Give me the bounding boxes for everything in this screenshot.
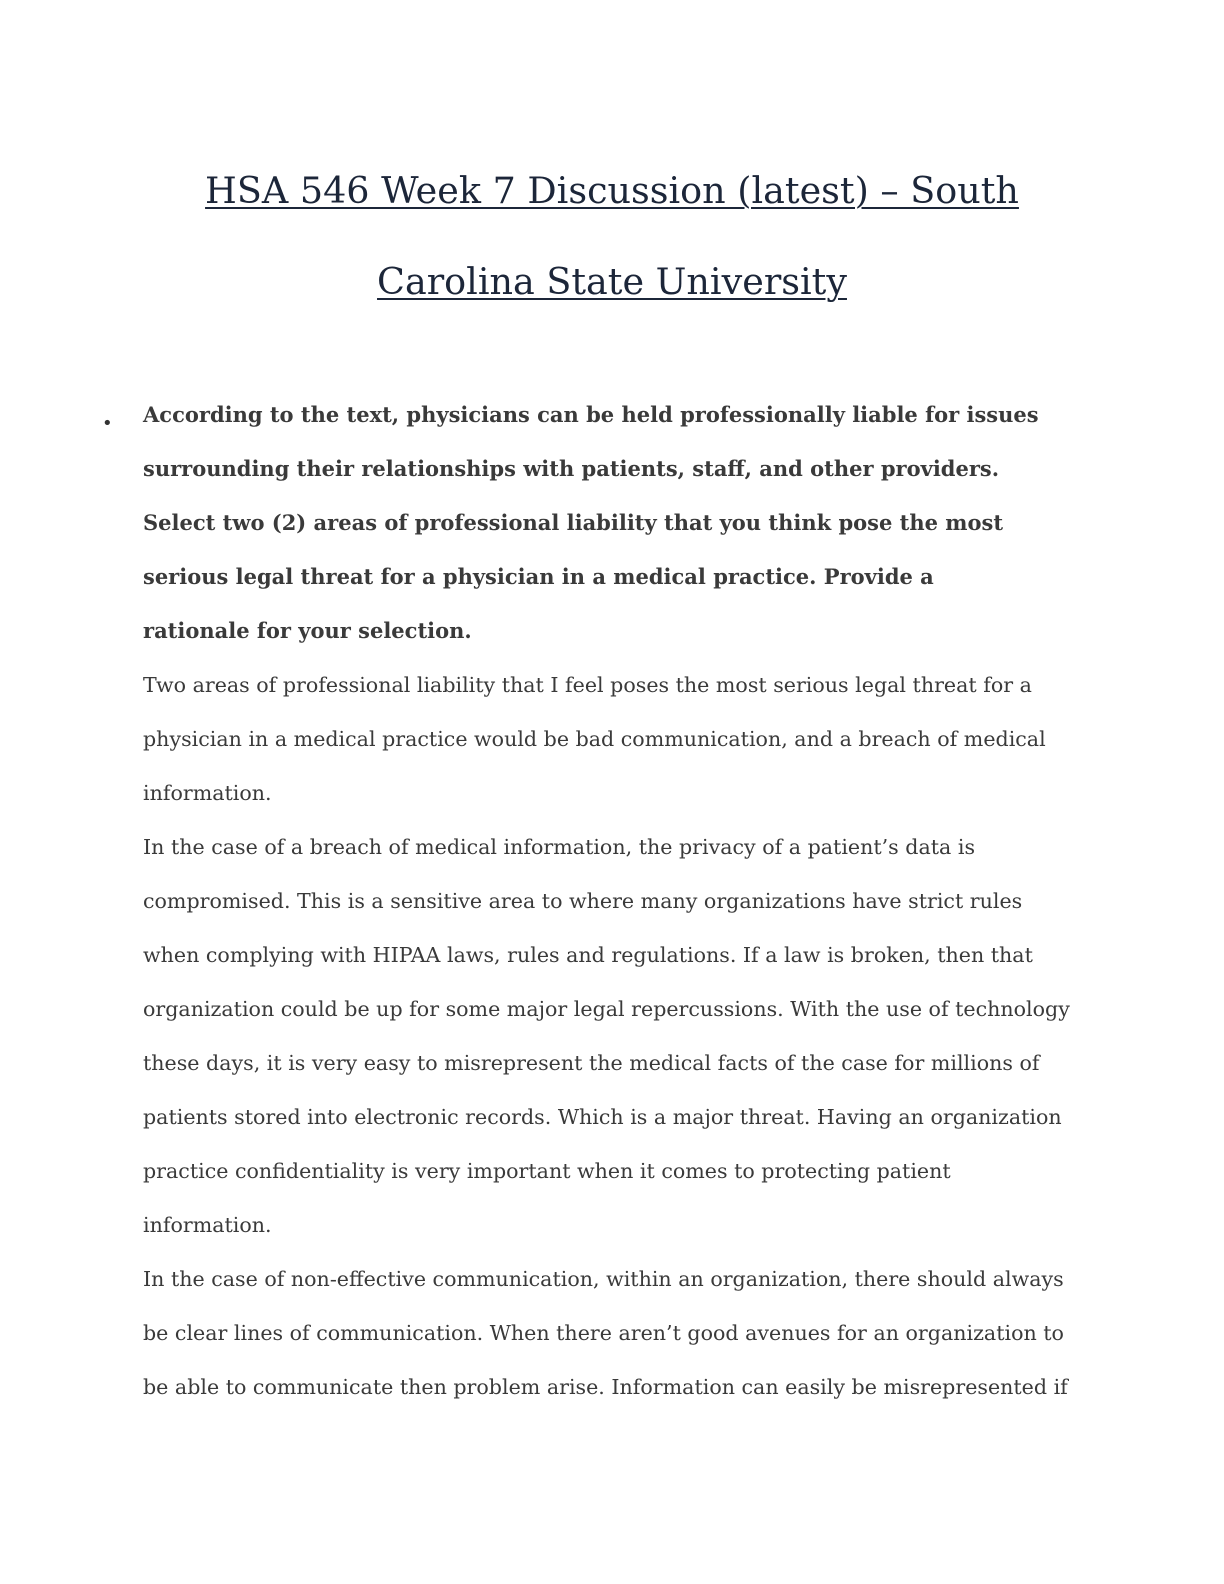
paragraph-breach <box>143 820 1078 1252</box>
answer-body <box>143 658 1078 1414</box>
bullet-icon: • <box>102 413 113 434</box>
question-line: rationale for your selection. <box>143 618 472 643</box>
body-line: physician in a medical practice would be bad communication, and a breach of medical <box>143 727 1046 751</box>
body-line: be clear lines of communication. When there aren’t good avenues for an organization to <box>143 1321 1064 1345</box>
paragraph-communication <box>143 1252 1078 1414</box>
body-line: patients stored into electronic records. Which is a major threat. Having an organization <box>143 1105 1062 1129</box>
body-line: In the case of a breach of medical information, the privacy of a patient’s data is <box>143 835 976 859</box>
title-line-1: HSA 546 Week 7 Discussion (latest) – South <box>205 169 1019 212</box>
body-line: when complying with HIPAA laws, rules and regulations. If a law is broken, then that <box>143 943 1033 967</box>
paragraph-areas <box>143 658 1078 820</box>
body-line: In the case of non-effective communication, within an organization, there should always <box>143 1267 1064 1291</box>
discussion-question <box>143 388 1078 658</box>
question-line: According to the text, physicians can be held professionally liable for issues <box>143 402 1039 427</box>
question-line: serious legal threat for a physician in a medical practice. Provide a <box>143 564 934 589</box>
title-line-2: Carolina State University <box>377 260 847 303</box>
document-title <box>0 145 1224 327</box>
body-line: compromised. This is a sensitive area to where many organizations have strict rules <box>143 889 1023 913</box>
body-line: organization could be up for some major legal repercussions. With the use of technology <box>143 997 1070 1021</box>
body-line: information. <box>143 781 272 805</box>
body-line: information. <box>143 1213 272 1237</box>
body-line: practice confidentiality is very important when it comes to protecting patient <box>143 1159 951 1183</box>
question-line: Select two (2) areas of professional liability that you think pose the most <box>143 510 1004 535</box>
body-line: these days, it is very easy to misrepresent the medical facts of the case for millions of <box>143 1051 1040 1075</box>
body-line: be able to communicate then problem arise. Information can easily be misrepresented if <box>143 1375 1068 1399</box>
question-line: surrounding their relationships with patients, staff, and other providers. <box>143 456 1000 481</box>
body-line: Two areas of professional liability that I feel poses the most serious legal threat for a <box>143 673 1032 697</box>
